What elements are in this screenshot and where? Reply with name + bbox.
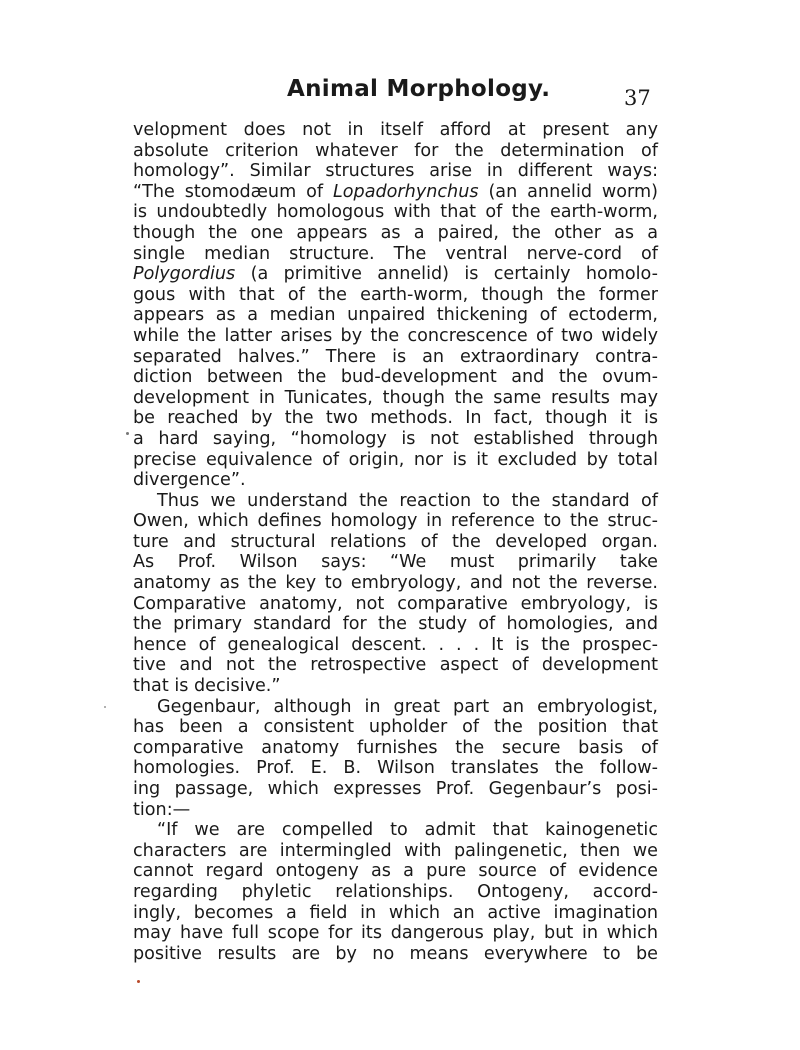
text-line: regarding phyletic relationships. Ontogeny, accord- — [133, 881, 658, 902]
text-line: Thus we understand the reaction to the standard of — [157, 490, 658, 511]
text-line: though the one appears as a paired, the other as a — [133, 222, 658, 243]
text-line: that is decisive.” — [133, 676, 281, 697]
text-line: Comparative anatomy, not comparative embryology, is — [133, 593, 658, 614]
italic-taxon-name: Polygordius — [133, 264, 236, 285]
text-line: development in Tunicates, though the same results may — [133, 387, 658, 408]
text-line: As Prof. Wilson says: “We must primarily take — [133, 552, 658, 573]
text-line: Owen, which defines homology in reference to the struc- — [133, 511, 658, 532]
text-line: hence of genealogical descent. . . . It is the prospec- — [133, 634, 658, 655]
print-speck — [137, 980, 140, 983]
print-speck — [104, 706, 106, 708]
text-line: single median structure. The ventral nerve-cord of — [133, 243, 658, 264]
text-line: the primary standard for the study of homologies, and — [133, 614, 658, 635]
text-line: Polygordius (a primitive annelid) is certainly homolo- — [133, 264, 658, 285]
text-line: divergence”. — [133, 470, 246, 491]
paragraph — [133, 697, 658, 821]
paragraph-quotation — [133, 820, 658, 964]
body-text — [133, 120, 658, 964]
paragraph-continuation — [133, 120, 658, 491]
text-line: precise equivalence of origin, nor is it excluded by total — [133, 449, 658, 470]
text-line: absolute criterion whatever for the determination of — [133, 140, 658, 161]
text-line: tion:— — [133, 799, 191, 820]
text-line: Gegenbaur, although in great part an embryologist, — [157, 696, 658, 717]
text-line: while the latter arises by the concrescence of two widely — [133, 325, 658, 346]
text-line: be reached by the two methods. In fact, though it is — [133, 408, 658, 429]
text-line: homology”. Similar structures arise in different ways: — [133, 161, 658, 182]
running-title: Animal Morphology. — [287, 76, 551, 102]
text-line: diction between the bud-development and the ovum- — [133, 367, 658, 388]
text-line: “If we are compelled to admit that kainogenetic — [157, 820, 658, 841]
text-line: comparative anatomy furnishes the secure basis of — [133, 737, 658, 758]
text-line: a hard saying, “homology is not established through — [133, 428, 658, 449]
text-line: ing passage, which expresses Prof. Gegenbaur’s posi- — [133, 779, 658, 799]
text-line: “The stomodæum of Lopadorhynchus (an annelid worm) — [133, 181, 658, 202]
text-line: velopment does not in itself afford at present any — [133, 120, 658, 140]
paragraph — [133, 491, 658, 697]
running-head — [0, 76, 800, 112]
text-line: homologies. Prof. E. B. Wilson translates the follow- — [133, 758, 658, 779]
text-line: gous with that of the earth-worm, though the former — [133, 284, 658, 305]
text-line: anatomy as the key to embryology, and not the reverse. — [133, 573, 658, 594]
text-line: has been a consistent upholder of the position that — [133, 717, 658, 738]
text-line: separated halves.” There is an extraordinary contra- — [133, 346, 658, 367]
text-line: is undoubtedly homologous with that of the earth-worm, — [133, 202, 658, 223]
italic-taxon-name: Lopadorhynchus — [332, 181, 479, 202]
text-line: appears as a median unpaired thickening of ectoderm, — [133, 305, 658, 326]
text-line: ingly, becomes a field in which an active imagination — [133, 902, 658, 923]
text-line: may have full scope for its dangerous play, but in which — [133, 923, 658, 944]
text-line: tive and not the retrospective aspect of development — [133, 655, 658, 676]
print-speck — [126, 432, 129, 435]
page-number: 37 — [624, 86, 651, 110]
text-line: characters are intermingled with palingenetic, then we — [133, 840, 658, 861]
text-line: cannot regard ontogeny as a pure source of evidence — [133, 861, 658, 882]
text-line: positive results are by no means everywhere to be — [133, 943, 658, 964]
text-line: ture and structural relations of the developed organ. — [133, 531, 658, 552]
